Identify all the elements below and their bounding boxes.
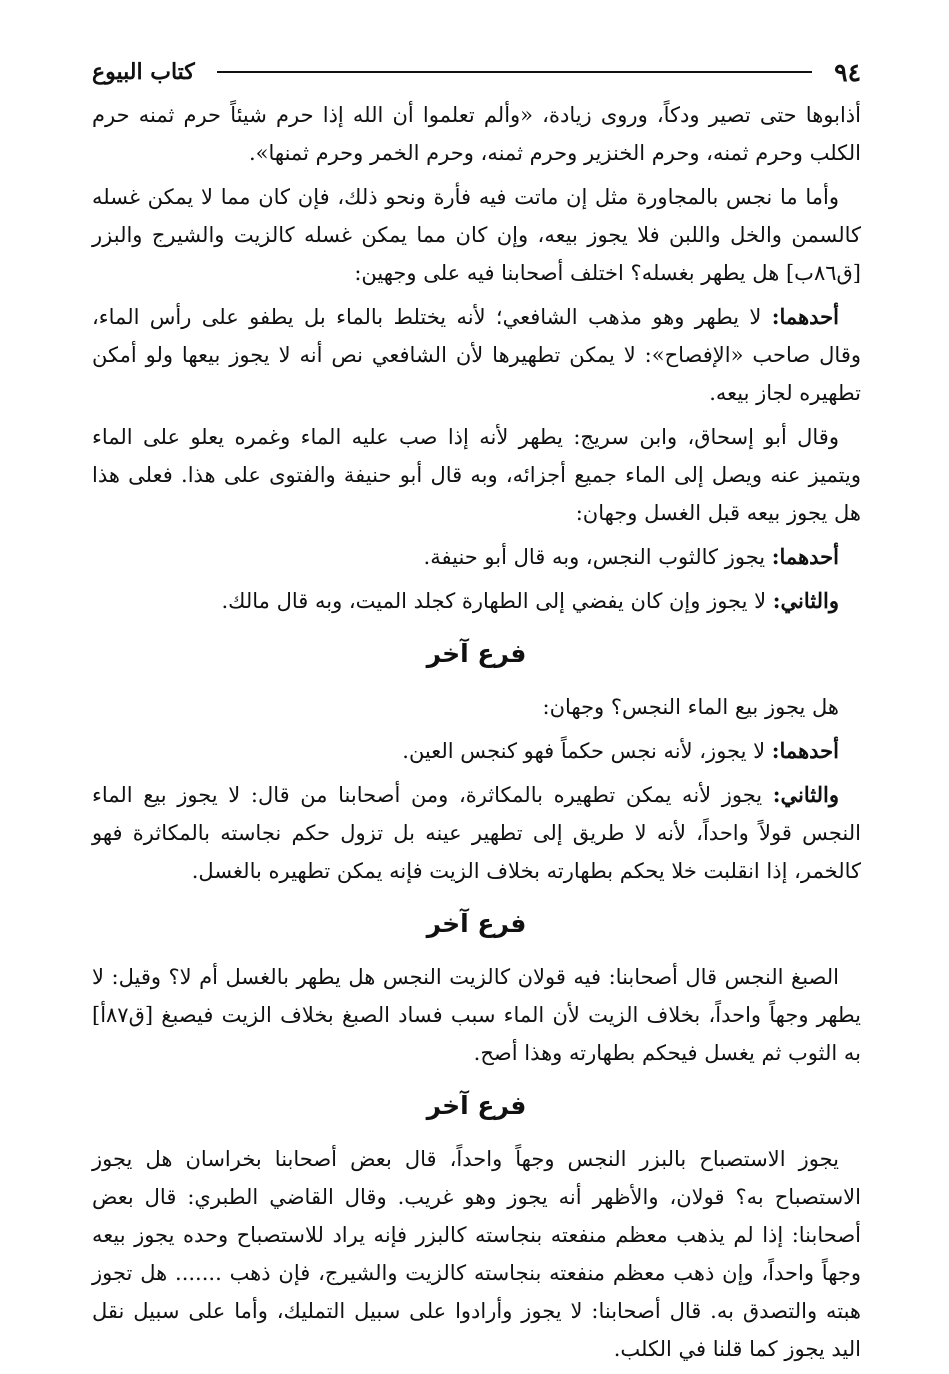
paragraph bbox=[92, 958, 861, 1072]
paragraph-text: الصبغ النجس قال أصحابنا: فيه قولان كالزيت النجس هل يطهر بالغسل أم لا؟ وقيل: لا يطهر وجهاً واحداً، بخلاف الزيت لأن الماء سبب فساد الصبغ بخلاف الزيت فيصبغ [ق٨٧أ] به الثوب ثم يغسل فيحكم بطهارته وهذا أصح. bbox=[92, 965, 861, 1065]
paragraph-lead: أحدهما: bbox=[771, 304, 839, 329]
paragraph-lead: والثاني: bbox=[772, 782, 839, 807]
paragraph-lead: أحدهما: bbox=[771, 544, 839, 569]
paragraph-text: يجوز كالثوب النجس، وبه قال أبو حنيفة. bbox=[423, 545, 772, 569]
book-title: كتاب البيوع bbox=[92, 59, 195, 85]
paragraph-text: لا يجوز وإن كان يفضي إلى الطهارة كجلد الميت، وبه قال مالك. bbox=[221, 589, 773, 613]
paragraph bbox=[92, 1140, 861, 1368]
page-body bbox=[92, 96, 861, 1374]
header-rule bbox=[217, 71, 812, 73]
page-header bbox=[92, 52, 861, 92]
paragraph-lead: والثاني: bbox=[772, 588, 839, 613]
paragraph bbox=[92, 538, 861, 576]
paragraph-text: وأما ما نجس بالمجاورة مثل إن ماتت فيه فأرة ونحو ذلك، فإن كان مما لا يمكن غسله كالسمن والخل واللبن فلا يجوز بيعه، وإن كان مما يمكن غسله كالزيت والشيرج والبزر [ق٨٦ب] هل يطهر بغسله؟ اختلف أصحابنا فيه على وجهين: bbox=[92, 185, 861, 285]
paragraph bbox=[92, 298, 861, 412]
paragraph-text: لا يجوز، لأنه نجس حكماً فهو كنجس العين. bbox=[402, 739, 772, 763]
section-heading: فرع آخر bbox=[426, 1091, 527, 1120]
page-number: ٩٤ bbox=[834, 57, 861, 87]
paragraph-text: يجوز الاستصباح بالبزر النجس وجهاً واحداً، قال بعض أصحابنا بخراسان هل يجوز الاستصباح به؟ قولان، والأظهر أنه يجوز وهو غريب. وقال القاضي الطبري: قال بعض أصحابنا: إذا لم يذهب معظم منفعته بنجاسته كالبزر فإنه يراد للاستصباح وحده يجوز بيعه وجهاً واحداً، وإن ذهب معظم منفعته بنجاسته كالزيت والشيرج، فإن ذهب ....... هل تجوز هبته والتصدق به. قال أصحابنا: لا يجوز وأرادوا على سبيل التمليك، وأما على سبيل نقل اليد يجوز كما قلنا في الكلب. bbox=[92, 1147, 861, 1361]
section-heading: فرع آخر bbox=[426, 639, 527, 668]
paragraph-text: وقال أبو إسحاق، وابن سريج: يطهر لأنه إذا صب عليه الماء وغمره يعلو على الماء ويتميز عنه ويصل إلى الماء جميع أجزائه، وبه قال أبو حنيفة والفتوى على هذا. فعلى هذا هل يجوز بيعه قبل الغسل وجهان: bbox=[92, 425, 861, 525]
paragraph bbox=[92, 776, 861, 890]
paragraph-text: هل يجوز بيع الماء النجس؟ وجهان: bbox=[542, 695, 839, 719]
paragraph bbox=[92, 178, 861, 292]
paragraph bbox=[92, 732, 861, 770]
paragraph bbox=[92, 418, 861, 532]
section-heading: فرع آخر bbox=[426, 909, 527, 938]
paragraph-lead: أحدهما: bbox=[771, 738, 839, 763]
paragraph bbox=[92, 688, 861, 726]
paragraph-text: يجوز لأنه يمكن تطهيره بالمكاثرة، ومن أصحابنا من قال: لا يجوز بيع الماء النجس قولاً واحداً، لأنه لا طريق إلى تطهير عينه بل تزول حكم نجاسته بالمكاثرة فهو كالخمر، إذا انقلبت خلا يحكم بطهارته بخلاف الزيت فإنه يمكن تطهيره بالغسل. bbox=[92, 783, 861, 883]
paragraph bbox=[92, 582, 861, 620]
paragraph-text: أذابوها حتى تصير ودكاً، وروى زيادة، «وألم تعلموا أن الله إذا حرم شيئاً حرم ثمنه حرم الكلب وحرم ثمنه، وحرم الخنزير وحرم ثمنه، وحرم الخمر وحرم ثمنها». bbox=[92, 103, 861, 165]
paragraph-text: لا يطهر وهو مذهب الشافعي؛ لأنه يختلط بالماء بل يطفو على رأس الماء، وقال صاحب «الإفصاح»: لا يمكن تطهيرها لأن الشافعي نص أنه لا يجوز بيعها ولو أمكن تطهيره لجاز بيعه. bbox=[92, 305, 861, 405]
paragraph bbox=[92, 96, 861, 172]
